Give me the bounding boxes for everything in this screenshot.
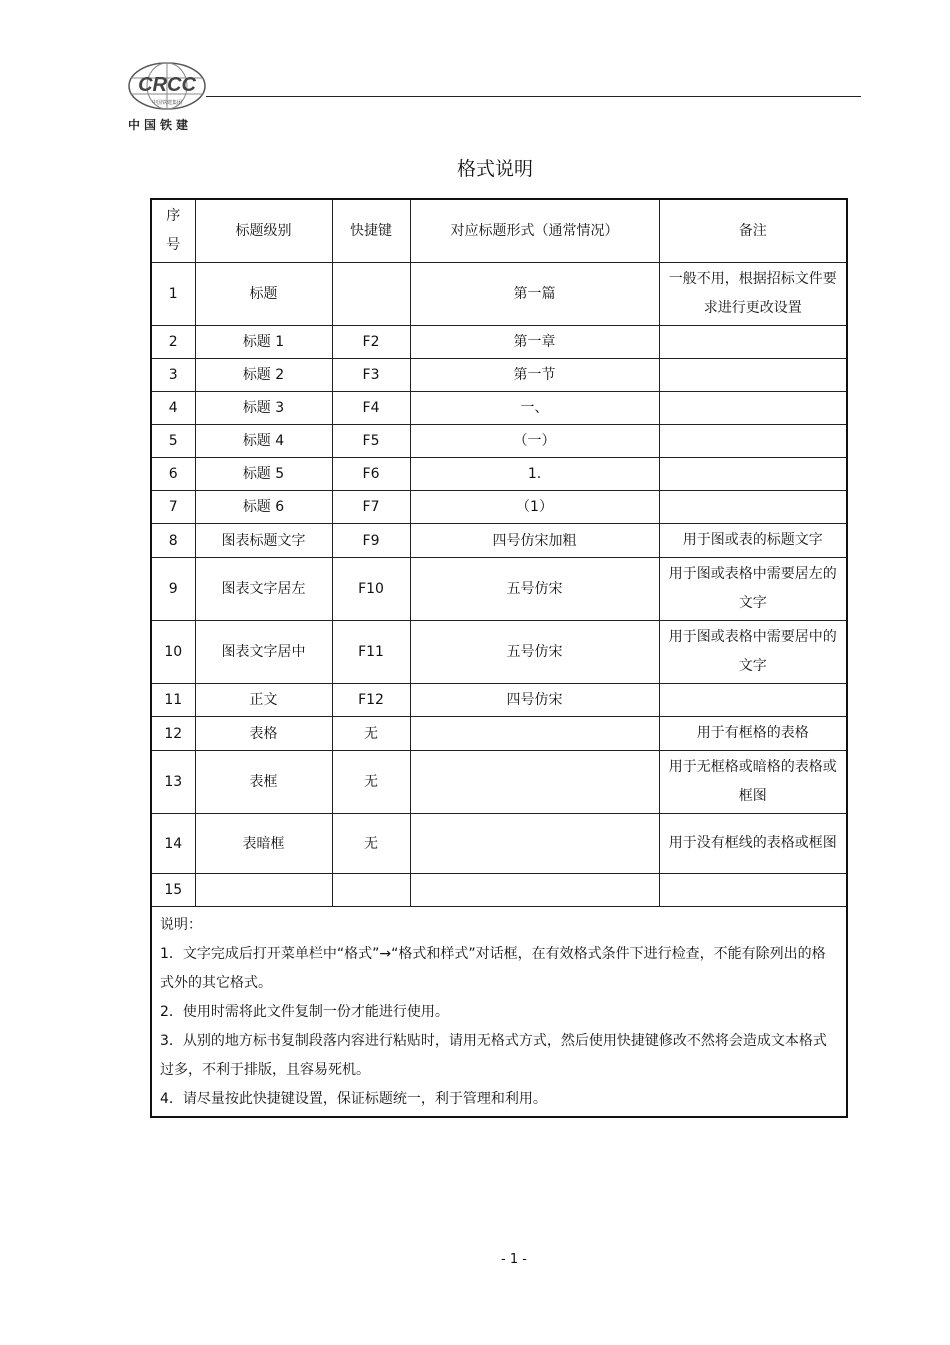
cell-level: 标题 2 xyxy=(195,359,332,392)
notes-row xyxy=(151,907,847,1118)
document-title: 格式说明 xyxy=(456,158,533,180)
cell-remark: 用于图或表格中需要居中的文字 xyxy=(659,621,847,684)
cell-shortcut: F4 xyxy=(332,392,410,425)
cell-level: 表框 xyxy=(195,751,332,814)
cell-index: 11 xyxy=(151,684,195,717)
cell-level: 标题 3 xyxy=(195,392,332,425)
cell-remark: 一般不用，根据招标文件要求进行更改设置 xyxy=(659,263,847,326)
table-row xyxy=(151,524,847,558)
cell-shortcut: 无 xyxy=(332,717,410,751)
cell-shortcut: F11 xyxy=(332,621,410,684)
cell-index: 9 xyxy=(151,558,195,621)
cell-remark xyxy=(659,326,847,359)
cell-remark xyxy=(659,425,847,458)
table-row xyxy=(151,751,847,814)
cell-level: 标题 4 xyxy=(195,425,332,458)
table-row xyxy=(151,717,847,751)
cell-level xyxy=(195,874,332,907)
cell-remark xyxy=(659,458,847,491)
cell-level: 表暗框 xyxy=(195,814,332,874)
cell-form: 四号仿宋加粗 xyxy=(410,524,659,558)
cell-level: 图表文字居左 xyxy=(195,558,332,621)
cell-form: 第一篇 xyxy=(410,263,659,326)
cell-remark: 用于图或表的标题文字 xyxy=(659,524,847,558)
cell-index: 3 xyxy=(151,359,195,392)
cell-level: 标题 xyxy=(195,263,332,326)
cell-form: 第一节 xyxy=(410,359,659,392)
cell-index: 4 xyxy=(151,392,195,425)
table-header-row xyxy=(151,199,847,263)
cell-shortcut: 无 xyxy=(332,751,410,814)
cell-index: 2 xyxy=(151,326,195,359)
notes-heading: 说明： xyxy=(160,917,202,933)
header-rule xyxy=(206,96,861,97)
notes-cell xyxy=(151,907,847,1118)
cell-index: 12 xyxy=(151,717,195,751)
logo-small-text: 中国铁建集团 xyxy=(151,100,183,106)
cell-level: 图表标题文字 xyxy=(195,524,332,558)
cell-form: 五号仿宋 xyxy=(410,621,659,684)
table-row xyxy=(151,621,847,684)
crcc-logo xyxy=(124,60,210,132)
cell-form: 四号仿宋 xyxy=(410,684,659,717)
table-row xyxy=(151,814,847,874)
cell-shortcut xyxy=(332,263,410,326)
cell-index: 1 xyxy=(151,263,195,326)
cell-level: 标题 1 xyxy=(195,326,332,359)
cell-remark xyxy=(659,874,847,907)
cell-shortcut: F7 xyxy=(332,491,410,524)
cell-level: 正文 xyxy=(195,684,332,717)
cell-remark: 用于有框格的表格 xyxy=(659,717,847,751)
note-item-4: 4．请尽量按此快捷键设置，保证标题统一，利于管理和利用。 xyxy=(160,1091,547,1107)
cell-remark: 用于没有框线的表格或框图 xyxy=(659,814,847,874)
cell-index: 15 xyxy=(151,874,195,907)
table-row xyxy=(151,684,847,717)
table-row xyxy=(151,491,847,524)
cell-form: （1） xyxy=(410,491,659,524)
cell-shortcut xyxy=(332,874,410,907)
cell-shortcut: F2 xyxy=(332,326,410,359)
cell-form: （一） xyxy=(410,425,659,458)
table-row xyxy=(151,558,847,621)
cell-remark xyxy=(659,359,847,392)
page-number: - 1 - xyxy=(501,1252,527,1267)
note-item-3: 3．从别的地方标书复制段落内容进行粘贴时，请用无格式方式，然后使用快捷键修改不然将会造成文本格式过多，不利于排版，且容易死机。 xyxy=(160,1033,827,1078)
cell-level: 图表文字居中 xyxy=(195,621,332,684)
cell-index: 14 xyxy=(151,814,195,874)
cell-index: 5 xyxy=(151,425,195,458)
cell-form: 第一章 xyxy=(410,326,659,359)
cell-form: 一、 xyxy=(410,392,659,425)
globe-logo-icon xyxy=(124,60,210,112)
cell-index: 8 xyxy=(151,524,195,558)
cell-shortcut: 无 xyxy=(332,814,410,874)
cell-remark xyxy=(659,491,847,524)
cell-index: 7 xyxy=(151,491,195,524)
format-table xyxy=(150,198,848,1118)
cell-form: 五号仿宋 xyxy=(410,558,659,621)
header-cell-level: 标题级别 xyxy=(195,199,332,263)
cell-level: 表格 xyxy=(195,717,332,751)
cell-form xyxy=(410,717,659,751)
header-cell-shortcut: 快捷键 xyxy=(332,199,410,263)
cell-level: 标题 6 xyxy=(195,491,332,524)
header-cell-form: 对应标题形式（通常情况） xyxy=(410,199,659,263)
cell-index: 6 xyxy=(151,458,195,491)
table-row xyxy=(151,263,847,326)
table-row xyxy=(151,392,847,425)
table-row xyxy=(151,458,847,491)
cell-index: 10 xyxy=(151,621,195,684)
notes-block xyxy=(160,911,838,1114)
cell-remark: 用于图或表格中需要居左的文字 xyxy=(659,558,847,621)
cell-shortcut: F5 xyxy=(332,425,410,458)
logo-text: 中国铁建 xyxy=(128,118,193,132)
cell-shortcut: F10 xyxy=(332,558,410,621)
cell-shortcut: F6 xyxy=(332,458,410,491)
cell-remark: 用于无框格或暗格的表格或框图 xyxy=(659,751,847,814)
table-row xyxy=(151,359,847,392)
cell-index: 13 xyxy=(151,751,195,814)
cell-form: 1. xyxy=(410,458,659,491)
note-item-2: 2．使用时需将此文件复制一份才能进行使用。 xyxy=(160,1004,449,1020)
table-row xyxy=(151,425,847,458)
cell-remark xyxy=(659,392,847,425)
cell-shortcut: F9 xyxy=(332,524,410,558)
cell-remark xyxy=(659,684,847,717)
logo-mark: CRCC xyxy=(138,74,196,96)
cell-shortcut: F3 xyxy=(332,359,410,392)
header-cell-index: 序号 xyxy=(151,199,195,263)
table-row xyxy=(151,874,847,907)
table-row xyxy=(151,326,847,359)
cell-form xyxy=(410,874,659,907)
cell-shortcut: F12 xyxy=(332,684,410,717)
cell-form xyxy=(410,751,659,814)
header-cell-remark: 备注 xyxy=(659,199,847,263)
cell-level: 标题 5 xyxy=(195,458,332,491)
cell-form xyxy=(410,814,659,874)
note-item-1: 1．文字完成后打开菜单栏中“格式”→“格式和样式”对话框，在有效格式条件下进行检查，不能有除列出的格式外的其它格式。 xyxy=(160,946,826,991)
